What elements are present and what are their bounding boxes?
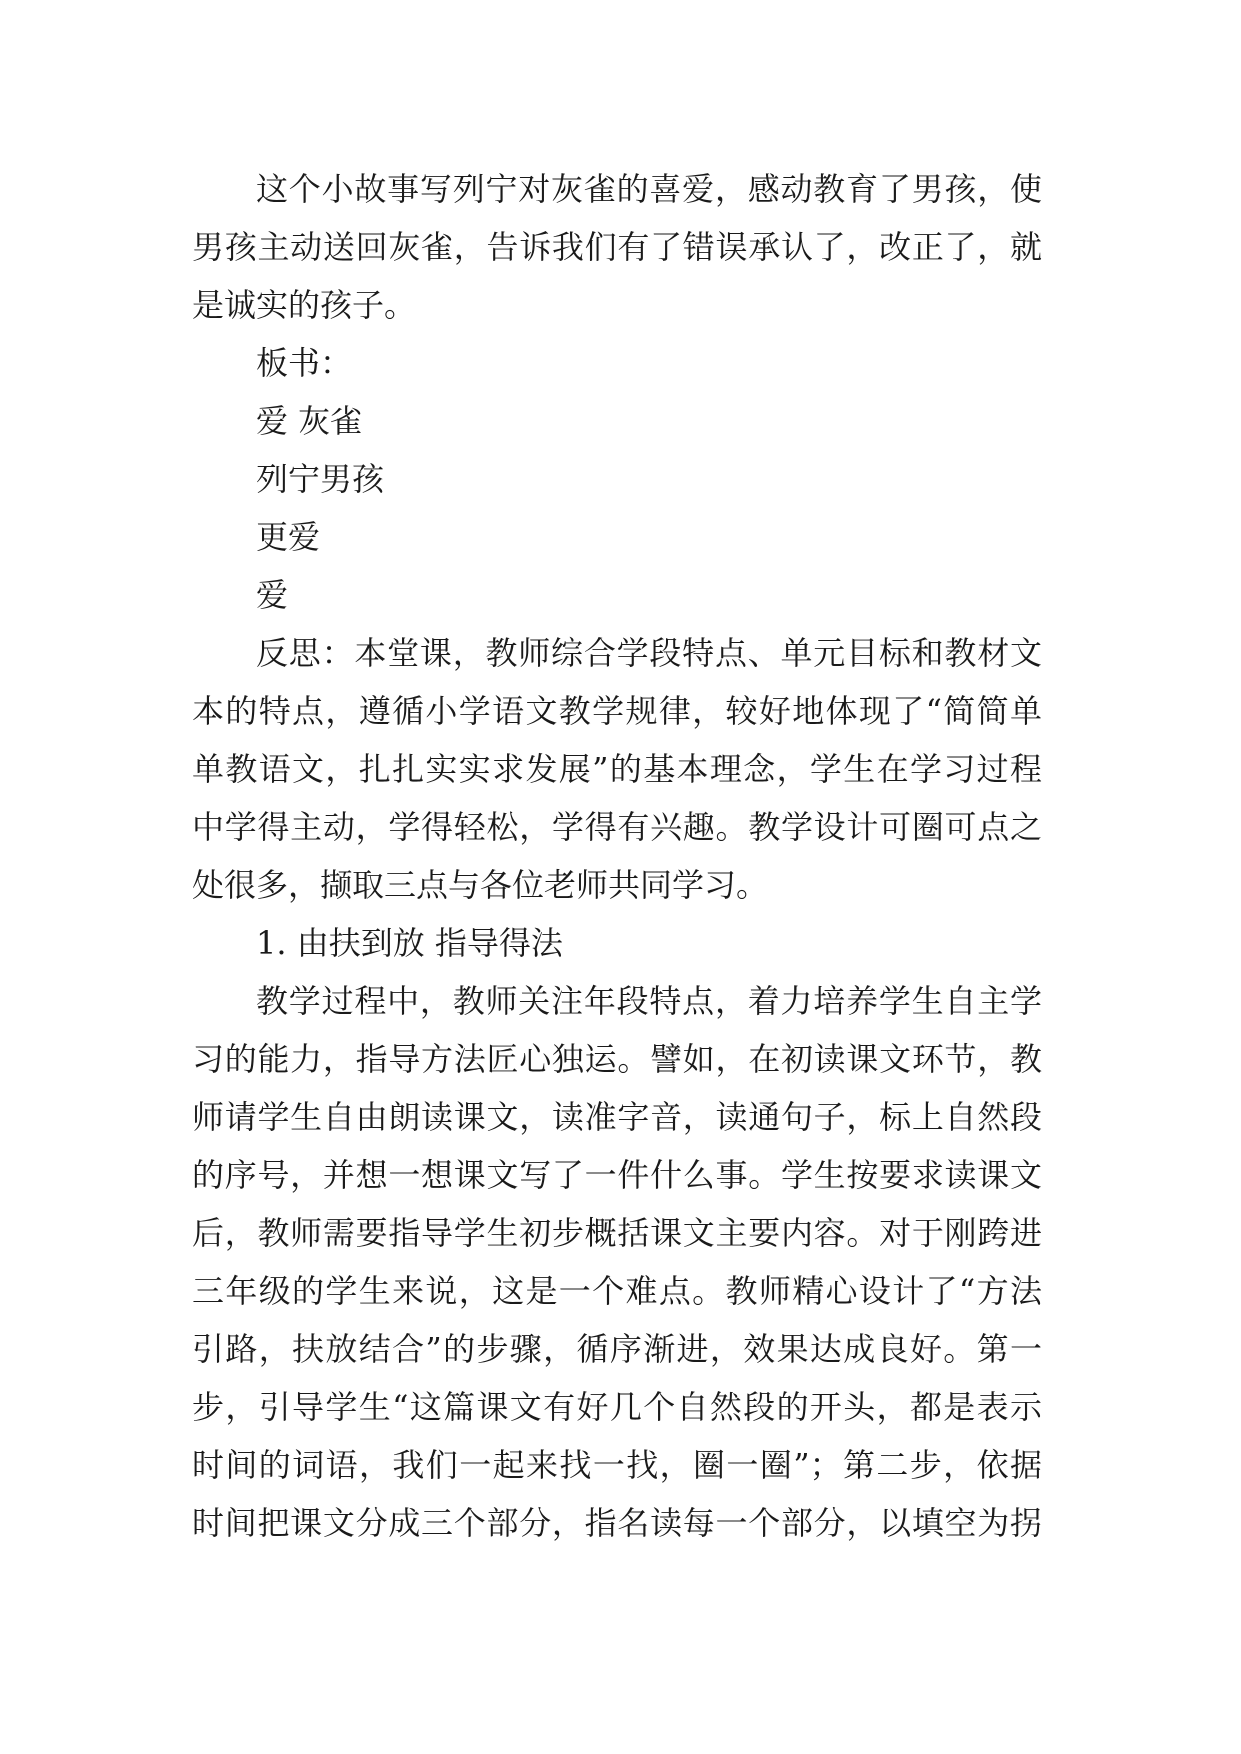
paragraph-teaching-process-line: 时间的词语，我们一起来找一找，圈一圈”；第二步，依据 xyxy=(192,1446,1042,1484)
paragraph-teaching-process-line: 引路，扶放结合”的步骤，循序渐进，效果达成良好。第一 xyxy=(192,1330,1042,1368)
paragraph-teaching-process-line: 的序号，并想一想课文写了一件什么事。学生按要求读课文 xyxy=(192,1156,1042,1194)
paragraph-teaching-process-line: 教学过程中，教师关注年段特点，着力培养学生自主学 xyxy=(256,982,1042,1020)
paragraph-reflection-line: 反思：本堂课，教师综合学段特点、单元目标和教材文 xyxy=(256,634,1042,672)
paragraph-reflection-line: 单教语文，扎扎实实求发展”的基本理念，学生在学习过程 xyxy=(192,750,1042,788)
paragraph-reflection-line: 本的特点，遵循小学语文教学规律，较好地体现了“简简单 xyxy=(192,692,1042,730)
section-heading: 1. 由扶到放 指导得法 xyxy=(256,924,563,962)
paragraph-teaching-process-line: 后，教师需要指导学生初步概括课文主要内容。对于刚跨进 xyxy=(192,1214,1042,1252)
blackboard-line: 爱 灰雀 xyxy=(256,402,363,440)
blackboard-heading: 板书： xyxy=(256,344,353,382)
paragraph-teaching-process-line: 步，引导学生“这篇课文有好几个自然段的开头，都是表示 xyxy=(192,1388,1042,1426)
paragraph-reflection-line: 处很多，撷取三点与各位老师共同学习。 xyxy=(192,866,769,904)
blackboard-line: 列宁男孩 xyxy=(256,460,385,498)
paragraph-teaching-process-line: 时间把课文分成三个部分，指名读每一个部分，以填空为拐 xyxy=(192,1504,1042,1542)
paragraph-story-summary-line-1: 这个小故事写列宁对灰雀的喜爱，感动教育了男孩，使 xyxy=(256,170,1042,208)
blackboard-line: 爱 xyxy=(256,576,289,614)
paragraph-story-summary-line-2: 男孩主动送回灰雀，告诉我们有了错误承认了，改正了，就 xyxy=(192,228,1042,266)
blackboard-line: 更爱 xyxy=(256,518,321,556)
paragraph-teaching-process-line: 师请学生自由朗读课文，读准字音，读通句子，标上自然段 xyxy=(192,1098,1042,1136)
paragraph-reflection-line: 中学得主动，学得轻松，学得有兴趣。教学设计可圈可点之 xyxy=(192,808,1042,846)
paragraph-story-summary-line-3: 是诚实的孩子。 xyxy=(192,286,417,324)
paragraph-teaching-process-line: 习的能力，指导方法匠心独运。譬如，在初读课文环节，教 xyxy=(192,1040,1042,1078)
paragraph-teaching-process-line: 三年级的学生来说，这是一个难点。教师精心设计了“方法 xyxy=(192,1272,1042,1310)
